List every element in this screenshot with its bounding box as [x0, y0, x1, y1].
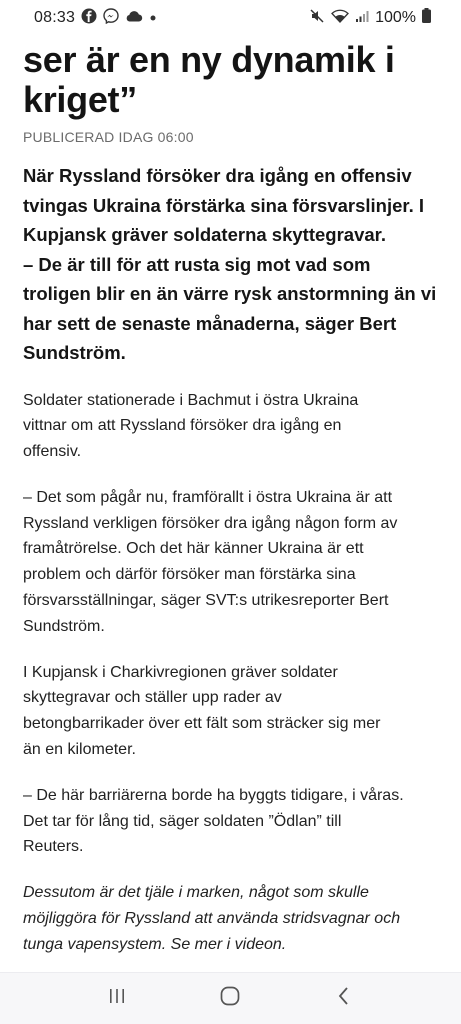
article [23, 40, 443, 958]
article-paragraph [23, 388, 443, 465]
article-headline [23, 40, 443, 120]
lead-line: – De är till för att rusta sig mot vad som [23, 253, 371, 275]
paragraph-line: tunga vapensystem. Se mer i videon. [23, 935, 287, 953]
headline-line: kriget” [23, 79, 137, 120]
paragraph-line: framåtrörelse. Och det här känner Ukraina är ett [23, 540, 364, 558]
dot-icon [149, 9, 157, 27]
lead-line: har sett de senaste månaderna, säger Bert [23, 312, 397, 334]
paragraph-line: möjliggöra för Ryssland att använda stridsvagnar och [23, 910, 401, 928]
video-caption [23, 880, 443, 957]
article-lead [23, 161, 443, 368]
lead-line: Kupjansk gräver soldaterna skyttegravar. [23, 224, 386, 245]
mute-icon [309, 8, 325, 29]
article-paragraph [23, 783, 443, 860]
facebook-icon [81, 8, 97, 29]
back-button[interactable] [324, 979, 364, 1019]
paragraph-line: Ryssland verkligen försöker dra igång någon form av [23, 514, 398, 532]
recent-apps-button[interactable] [97, 979, 137, 1019]
home-icon [219, 985, 241, 1012]
paragraph-line: skyttegravar och ställer upp rader av [23, 689, 282, 707]
headline-line: ser är en ny dynamik i [23, 39, 395, 80]
article-paragraph [23, 485, 443, 640]
paragraph-line: – Det som pågår nu, framförallt i östra Ukraina är att [23, 488, 393, 506]
home-button[interactable] [210, 979, 250, 1019]
paragraph-line: – De här barriärerna borde ha byggts tidigare, i våras. [23, 786, 404, 804]
paragraph-line: försvarsställningar, säger SVT:s utrikesreporter Bert [23, 592, 389, 610]
lead-line: Sundström. [23, 342, 126, 363]
battery-percent: 100% [375, 9, 416, 26]
back-icon [336, 986, 352, 1011]
recent-apps-icon [107, 987, 127, 1010]
status-bar [0, 0, 461, 36]
lead-line: troligen blir en än värre rysk anstormning än vi [23, 283, 437, 304]
paragraph-line: Det tar för lång tid, säger soldaten ”Ödlan” till [23, 812, 342, 830]
paragraph-line: vittnar om att Ryssland försöker dra igång en [23, 417, 342, 435]
paragraph-line: offensiv. [23, 443, 82, 461]
paragraph-line: betongbarrikader över ett fält som sträcker sig mer [23, 715, 381, 733]
paragraph-line: Sundström. [23, 617, 105, 635]
battery-icon [422, 8, 431, 28]
navigation-bar [0, 972, 461, 1024]
paragraph-line: I Kupjansk i Charkivregionen gräver soldater [23, 663, 338, 681]
paragraph-line: Reuters. [23, 838, 84, 856]
clock: 08:33 [34, 9, 76, 26]
lead-line: När Ryssland försöker dra igång en offensiv [23, 165, 412, 186]
lead-line: tvingas Ukraina förstärka sina försvarslinjer. I [23, 194, 425, 216]
paragraph-line: Dessutom är det tjäle i marken, något som skulle [23, 884, 369, 902]
messenger-icon [103, 8, 119, 29]
cloud-icon [125, 9, 143, 28]
paragraph-line: Soldater stationerade i Bachmut i östra Ukraina [23, 391, 359, 409]
status-left [34, 8, 157, 29]
signal-icon [355, 9, 369, 28]
published-date: PUBLICERAD IDAG 06:00 [23, 129, 194, 145]
status-right [309, 8, 431, 29]
article-paragraph [23, 660, 443, 763]
paragraph-line: problem och därför försöker man förstärka sina [23, 566, 356, 584]
wifi-icon [331, 9, 349, 28]
paragraph-line: än en kilometer. [23, 741, 136, 759]
